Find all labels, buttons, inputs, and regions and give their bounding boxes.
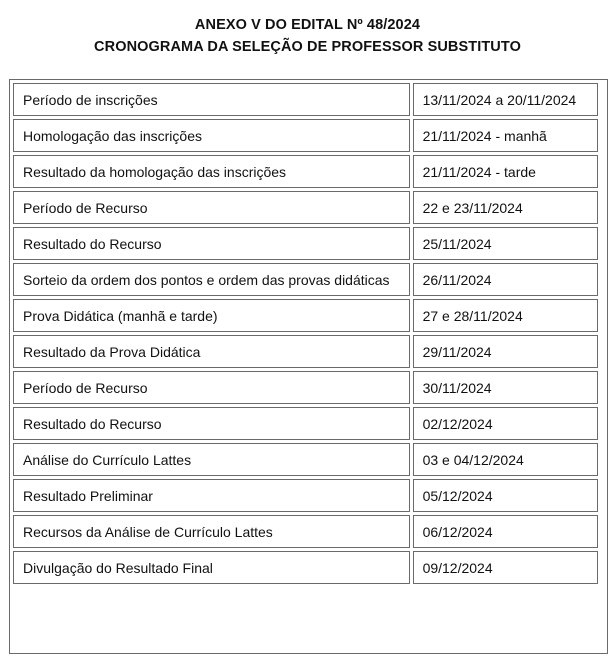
activity-cell: Resultado do Recurso xyxy=(13,407,410,440)
table-row xyxy=(13,479,598,512)
table-row xyxy=(13,119,598,152)
activity-cell: Análise do Currículo Lattes xyxy=(13,443,410,476)
date-cell: 25/11/2024 xyxy=(413,227,598,260)
date-cell: 03 e 04/12/2024 xyxy=(413,443,598,476)
activity-cell: Período de inscrições xyxy=(13,83,410,116)
table-row xyxy=(13,515,598,548)
date-cell: 09/12/2024 xyxy=(413,551,598,584)
table-row xyxy=(13,299,598,332)
date-cell: 02/12/2024 xyxy=(413,407,598,440)
date-cell: 27 e 28/11/2024 xyxy=(413,299,598,332)
document-title: ANEXO V DO EDITAL Nº 48/2024 xyxy=(194,17,421,33)
schedule-table-frame xyxy=(9,79,608,654)
activity-cell: Prova Didática (manhã e tarde) xyxy=(13,299,410,332)
activity-cell: Resultado da Prova Didática xyxy=(13,335,410,368)
activity-cell: Divulgação do Resultado Final xyxy=(13,551,410,584)
date-cell: 26/11/2024 xyxy=(413,263,598,296)
table-row xyxy=(13,371,598,404)
date-cell: 05/12/2024 xyxy=(413,479,598,512)
date-cell: 21/11/2024 - tarde xyxy=(413,155,598,188)
date-cell: 13/11/2024 a 20/11/2024 xyxy=(413,83,598,116)
date-cell: 30/11/2024 xyxy=(413,371,598,404)
table-row xyxy=(13,335,598,368)
activity-cell: Período de Recurso xyxy=(13,191,410,224)
activity-cell: Recursos da Análise de Currículo Lattes xyxy=(13,515,410,548)
table-row xyxy=(13,191,598,224)
table-row xyxy=(13,227,598,260)
date-cell: 29/11/2024 xyxy=(413,335,598,368)
document-header xyxy=(0,14,615,58)
activity-cell: Resultado da homologação das inscrições xyxy=(13,155,410,188)
activity-cell: Resultado do Recurso xyxy=(13,227,410,260)
activity-cell: Resultado Preliminar xyxy=(13,479,410,512)
table-row xyxy=(13,155,598,188)
table-row xyxy=(13,83,598,116)
activity-cell: Período de Recurso xyxy=(13,371,410,404)
activity-cell: Sorteio da ordem dos pontos e ordem das provas didáticas xyxy=(13,263,410,296)
table-row xyxy=(13,407,598,440)
table-row xyxy=(13,263,598,296)
schedule-table xyxy=(10,80,601,587)
date-cell: 21/11/2024 - manhã xyxy=(413,119,598,152)
table-row xyxy=(13,551,598,584)
date-cell: 22 e 23/11/2024 xyxy=(413,191,598,224)
document-subtitle: CRONOGRAMA DA SELEÇÃO DE PROFESSOR SUBSTITUTO xyxy=(94,39,521,55)
activity-cell: Homologação das inscrições xyxy=(13,119,410,152)
table-row xyxy=(13,443,598,476)
date-cell: 06/12/2024 xyxy=(413,515,598,548)
